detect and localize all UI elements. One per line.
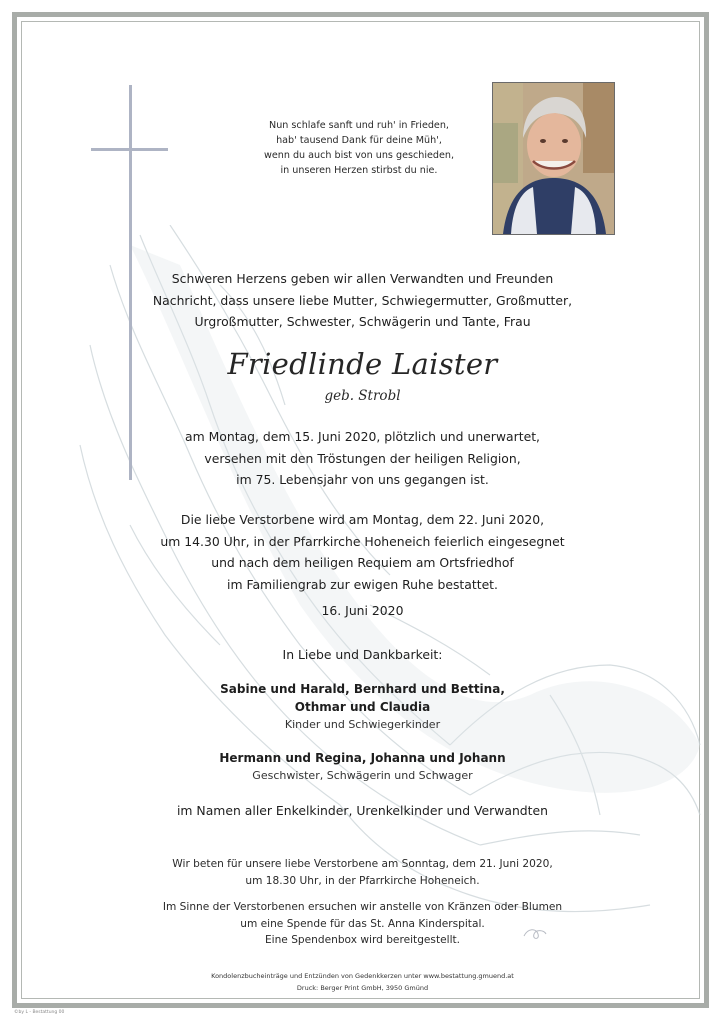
mourner-names: Hermann und Regina, Johanna und Johann: [219, 751, 506, 765]
thanks-heading: In Liebe und Dankbarkeit:: [282, 647, 443, 662]
grandchildren-line: im Namen aller Enkelkinder, Urenkelkinder und Verwandten: [176, 803, 549, 818]
portrait-photo: [492, 82, 615, 235]
intro-line: Schweren Herzens geben wir allen Verwandten und Freunden: [171, 271, 554, 286]
cross-horizontal-bar: [91, 148, 168, 151]
mourner-names: Sabine und Harald, Bernhard und Bettina,: [220, 682, 505, 696]
footer-line: Druck: Berger Print GmbH, 3950 Gmünd: [296, 984, 429, 992]
funeral-line: Die liebe Verstorbene wird am Montag, dem 22. Juni 2020,: [180, 512, 545, 527]
corner-code: ©by L - Bestattung 00: [14, 1010, 65, 1015]
prayer-line: um 18.30 Uhr, in der Pfarrkirche Hoheneich.: [245, 875, 480, 887]
funeral-line: um 14.30 Uhr, in der Pfarrkirche Hoheneich feierlich eingesegnet: [160, 533, 565, 549]
funeral-line: und nach dem heiligen Requiem am Ortsfriedhof: [211, 555, 514, 570]
funeral-details: [0, 509, 725, 595]
donation-line: Eine Spendenbox wird bereitgestellt.: [264, 934, 461, 946]
death-line: am Montag, dem 15. Juni 2020, plötzlich und unerwartet,: [185, 429, 540, 444]
mourners-siblings: [0, 749, 725, 785]
donation-line: Im Sinne der Verstorbenen ersuchen wir anstelle von Kränzen oder Blumen: [162, 901, 563, 913]
pen-mark-icon: [522, 926, 548, 942]
intro-line: Urgroßmutter, Schwester, Schwägerin und Tante, Frau: [194, 314, 531, 329]
poem-line: Nun schlafe sanft und ruh' in Frieden,: [269, 120, 449, 131]
poem-line: in unseren Herzen stirbst du nie.: [280, 165, 438, 176]
birth-name: geb. Strobl: [324, 388, 401, 404]
donation-line: um eine Spende für das St. Anna Kinderspital.: [240, 917, 485, 930]
page-footer: [0, 970, 725, 994]
memorial-poem: [240, 118, 478, 178]
poem-line: wenn du auch bist von uns geschieden,: [263, 150, 455, 161]
death-line: versehen mit den Tröstungen der heiligen Religion,: [204, 450, 521, 466]
intro-line: Nachricht, dass unsere liebe Mutter, Schwiegermutter, Großmutter,: [152, 292, 573, 308]
donation-notice: [0, 899, 725, 949]
notice-date: 16. Juni 2020: [321, 603, 404, 618]
footer-line: Kondolenzbucheinträge und Entzünden von Gedenkkerzen unter www.bestattung.gmuend.at: [211, 972, 514, 980]
mourner-relation: Geschwister, Schwägerin und Schwager: [252, 769, 473, 782]
mourner-names: Othmar und Claudia: [294, 700, 431, 714]
death-notice: [0, 426, 725, 491]
prayer-notice: [0, 856, 725, 890]
prayer-line: Wir beten für unsere liebe Verstorbene am Sonntag, dem 21. Juni 2020,: [172, 858, 553, 870]
deceased-name: Friedlinde Laister: [227, 347, 498, 381]
poem-line: hab' tausend Dank für deine Müh',: [276, 135, 442, 146]
funeral-line: im Familiengrab zur ewigen Ruhe bestattet.: [227, 576, 498, 592]
intro-text: [0, 268, 725, 333]
mourner-relation: Kinder und Schwiegerkinder: [284, 718, 441, 731]
death-line: im 75. Lebensjahr von uns gegangen ist.: [236, 472, 489, 487]
mourners-children: [0, 680, 725, 734]
